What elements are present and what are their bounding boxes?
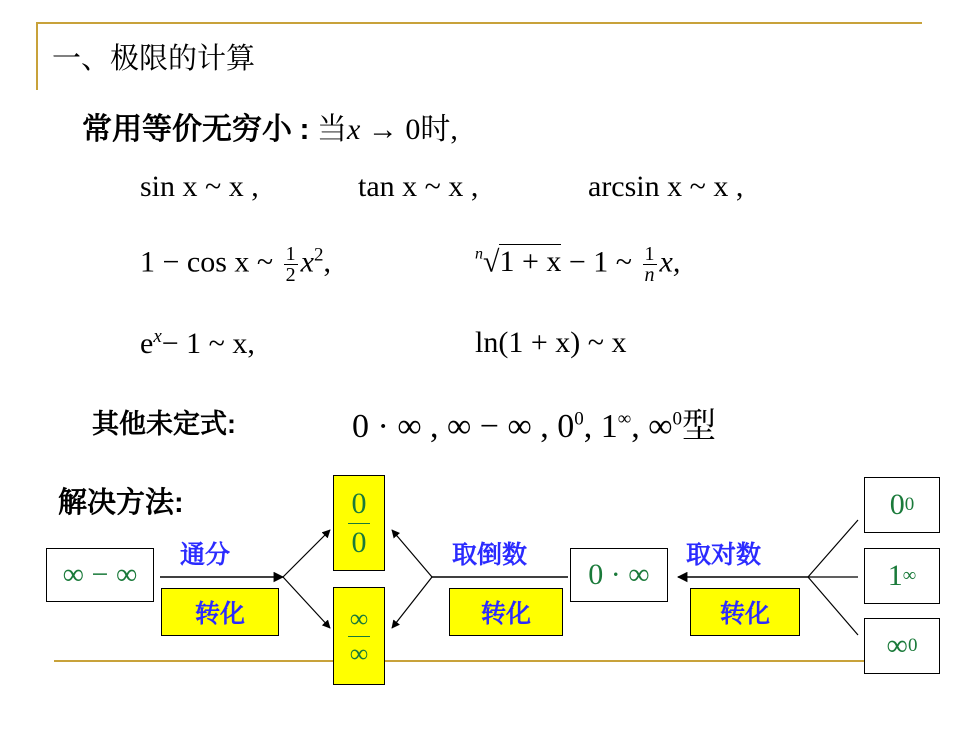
- pow3-base: ∞: [886, 629, 908, 662]
- condition-suffix: 时,: [420, 113, 458, 146]
- formula-cos-end: ,: [323, 245, 331, 279]
- root-right: x,: [659, 245, 681, 279]
- condition-var: x: [347, 113, 361, 146]
- heading-colon: :: [299, 113, 310, 146]
- other-pow1-base: 0: [557, 408, 575, 445]
- formula-cos-var: x: [300, 245, 314, 279]
- formula-arcsin: arcsin x ~ x ,: [588, 170, 744, 203]
- box-zero-times-inf: 0 · ∞: [570, 548, 668, 602]
- label-qudaoshu: 取倒数: [452, 541, 528, 569]
- box-inf-minus-inf: ∞ − ∞: [46, 548, 154, 602]
- formula-cos-left: 1 − cos x ~: [140, 245, 274, 279]
- box-one-pow-inf: [864, 548, 940, 604]
- formula-cos-exp: 2: [313, 244, 324, 266]
- box-inf-over-inf: [333, 587, 385, 685]
- method-label: 解决方法:: [58, 487, 184, 519]
- other-pow2-base: 1: [600, 408, 618, 445]
- root-index: n: [475, 245, 483, 263]
- other-forms-items: 0 · ∞ , ∞ − ∞ ,: [352, 408, 549, 445]
- root-mid: − 1 ~: [568, 245, 633, 279]
- other-sep1: ,: [583, 408, 593, 445]
- box-zero-pow-zero: [864, 477, 940, 533]
- label-zhuanhua-left: 转化: [161, 588, 279, 636]
- label-zhuanhua-right: 转化: [690, 588, 800, 636]
- frac-zero-num: 0: [351, 486, 367, 520]
- line-to-pow1: [808, 520, 858, 577]
- line-to-pow3: [808, 577, 858, 635]
- other-pow2-exp: ∞: [617, 408, 632, 430]
- condition-arrow: →: [367, 113, 398, 146]
- formula-tan: tan x ~ x ,: [358, 170, 479, 203]
- frac-inf-num: ∞: [349, 603, 369, 633]
- other-forms-label: 其他未定式:: [92, 409, 236, 439]
- formula-exp-base: e: [140, 327, 154, 360]
- pow1-exp: 0: [904, 494, 915, 515]
- pow1-base: 0: [889, 488, 905, 521]
- pow3-exp: 0: [907, 635, 918, 656]
- pow2-base: 1: [887, 559, 903, 592]
- root-symbol-icon: √: [483, 245, 500, 279]
- formula-sin: sin x ~ x ,: [140, 170, 259, 203]
- fraction-n-num: 1: [644, 243, 655, 265]
- frac-inf-den: ∞: [349, 638, 369, 668]
- box-zero-over-zero: [333, 475, 385, 571]
- label-tongfen: 通分: [180, 541, 231, 569]
- frac-inf-bar: [348, 636, 370, 637]
- frac-zero-bar: [348, 523, 370, 524]
- arrow-left-up: [283, 530, 330, 577]
- other-pow3-exp: 0: [672, 408, 683, 430]
- equivalence-heading: 常用等价无穷小: [82, 113, 292, 146]
- other-sep2: ,: [631, 408, 640, 445]
- other-pow3-base: ∞: [648, 408, 673, 445]
- fraction-n-den: n: [644, 264, 655, 286]
- arrow-mid-up: [392, 530, 432, 577]
- formula-exp-power: x: [153, 326, 162, 347]
- label-zhuanhua-middle: 转化: [449, 588, 563, 636]
- other-suffix: 型: [682, 408, 717, 445]
- arrow-left-down: [283, 577, 330, 628]
- box-inf-pow-zero: [864, 618, 940, 674]
- root-radicand: 1 + x: [499, 245, 562, 279]
- formula-exp-rest: − 1 ~ x,: [161, 327, 255, 360]
- arrow-mid-down: [392, 577, 432, 628]
- label-quduishu: 取对数: [686, 541, 762, 569]
- condition-value: 0: [405, 113, 421, 146]
- fraction-half-num: 1: [285, 243, 296, 265]
- section-title: 一、极限的计算: [52, 43, 256, 75]
- pow2-exp: ∞: [902, 565, 917, 586]
- other-pow1-exp: 0: [574, 408, 584, 430]
- frac-zero-den: 0: [351, 525, 367, 559]
- formula-ln: ln(1 + x) ~ x: [475, 326, 627, 359]
- fraction-half-den: 2: [285, 264, 296, 286]
- condition-prefix: 当: [317, 113, 347, 146]
